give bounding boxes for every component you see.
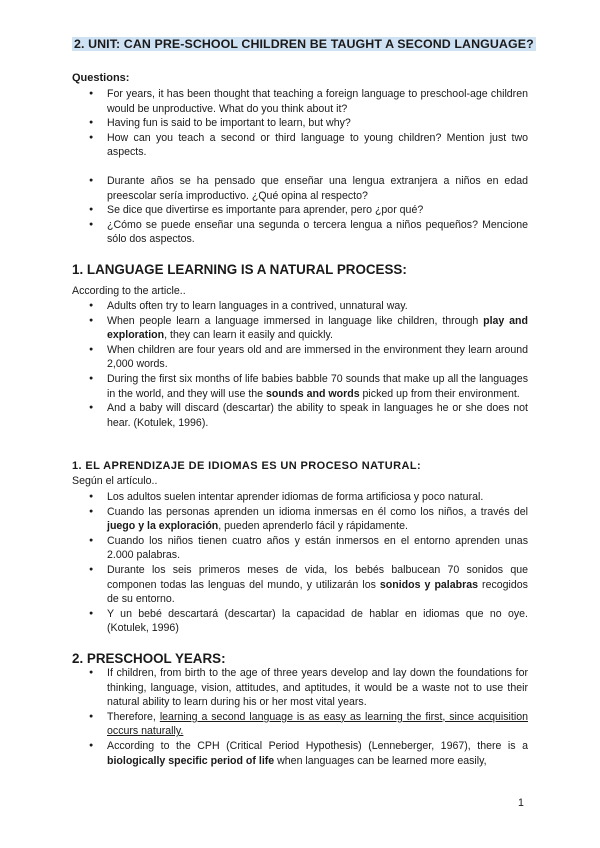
page-number: 1 <box>518 797 524 809</box>
list-item: ● Cuando los niños tienen cuatro años y están inmersos en el entorno aprenden unas 2.000 palabras. <box>72 534 528 563</box>
list-item: ● Cuando las personas aprenden un idioma inmersas en él como los niños, a través del juego y la exploración, pueden aprenderlo fácil y rápidamente. <box>72 505 528 534</box>
section1-intro: According to the article.. <box>72 285 186 297</box>
list-item: ● According to the CPH (Critical Period Hypothesis) (Lenneberger, 1967), there is a biologically specific period of life when languages can be learned more easily, <box>72 739 528 768</box>
unit-title: 2. UNIT: CAN PRE-SCHOOL CHILDREN BE TAUGHT A SECOND LANGUAGE? <box>74 37 534 51</box>
section1-es-heading: 1. EL APRENDIZAJE DE IDIOMAS ES UN PROCESO NATURAL: <box>72 460 422 472</box>
section1-es-list <box>72 490 528 636</box>
list-item: ● And a baby will discard (descartar) the ability to speak in languages he or she does not hear. (Kotulek, 1996). <box>72 401 528 430</box>
list-item: ● Having fun is said to be important to learn, but why? <box>72 116 528 131</box>
list-item: ● Los adultos suelen intentar aprender idiomas de forma artificiosa y poco natural. <box>72 490 528 505</box>
list-item: ● If children, from birth to the age of three years develop and lay down the foundations for thinking, language, vision, attitudes, and aptitudes, it would be a waste not to use their natural ability to learn during his or her most vital years. <box>72 666 528 710</box>
list-item: ● Therefore, learning a second language is as easy as learning the first, since acquisition occurs naturally. <box>72 710 528 739</box>
section2-list <box>72 666 528 768</box>
list-item: ● Se dice que divertirse es importante para aprender, pero ¿por qué? <box>72 203 528 218</box>
questions-es-list <box>72 174 528 247</box>
list-item: ● Adults often try to learn languages in a contrived, unnatural way. <box>72 299 528 314</box>
section1-es-intro: Según el artículo.. <box>72 475 158 487</box>
list-item: ● Durante los seis primeros meses de vida, los bebés balbucean 70 sonidos que componen todas las lenguas del mundo, y utilizarán los sonidos y palabras recogidos de su entorno. <box>72 563 528 607</box>
section2-heading: 2. PRESCHOOL YEARS: <box>72 651 226 666</box>
list-item: ● During the first six months of life babies babble 70 sounds that make up all the languages in the world, and they will use the sounds and words picked up from their environment. <box>72 372 528 401</box>
section1-heading: 1. LANGUAGE LEARNING IS A NATURAL PROCESS: <box>72 262 407 277</box>
section1-list <box>72 299 528 430</box>
list-item: ● Durante años se ha pensado que enseñar una lengua extranjera a niños en edad preescolar sería improductivo. ¿Qué opina al respecto? <box>72 174 528 203</box>
list-item: ● When people learn a language immersed in language like children, through play and exploration, they can learn it easily and quickly. <box>72 314 528 343</box>
list-item: ● Y un bebé descartará (descartar) la capacidad de hablar en idiomas que no oye. (Kotulek, 1996) <box>72 607 528 636</box>
list-item: ● How can you teach a second or third language to young children? Mention just two aspects. <box>72 131 528 160</box>
list-item: ● For years, it has been thought that teaching a foreign language to preschool-age children would be unproductive. What do you think about it? <box>72 87 528 116</box>
questions-en-list <box>72 87 528 160</box>
questions-label: Questions: <box>72 72 130 84</box>
list-item: ● ¿Cómo se puede enseñar una segunda o tercera lengua a niños pequeños? Mencione sólo dos aspectos. <box>72 218 528 247</box>
list-item: ● When children are four years old and are immersed in the environment they learn around 2,000 words. <box>72 343 528 372</box>
